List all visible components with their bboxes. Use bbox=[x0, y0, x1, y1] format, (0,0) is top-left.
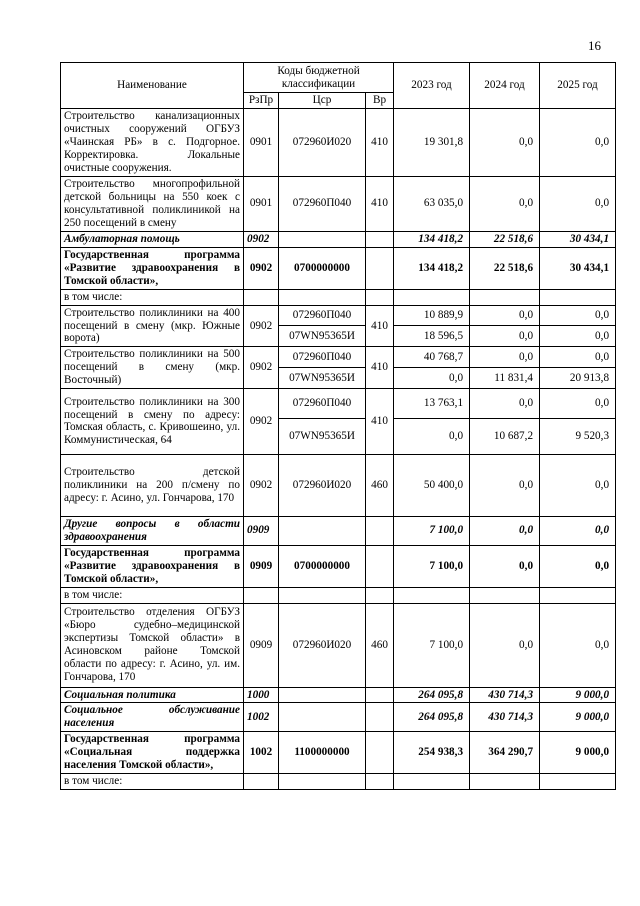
row-2024: 22 518,6 bbox=[470, 231, 540, 247]
row-csr: 07WN95365И bbox=[279, 368, 366, 389]
row-2023: 264 095,8 bbox=[394, 687, 470, 703]
table-row bbox=[61, 247, 616, 289]
row-2023: 264 095,8 bbox=[394, 703, 470, 732]
row-name: Строительство канализационных очистных сооружений ОГБУЗ «Чаинская РБ» в с. Подгорное. Корректировка. Локальные очистные сооружения. bbox=[61, 108, 244, 176]
row-2023: 63 035,0 bbox=[394, 176, 470, 231]
row-2023: 40 768,7 bbox=[394, 347, 470, 368]
row-2024: 430 714,3 bbox=[470, 687, 540, 703]
table-row bbox=[61, 176, 616, 231]
header-csr: Цср bbox=[279, 93, 366, 109]
table-row bbox=[61, 231, 616, 247]
row-vr bbox=[366, 516, 394, 545]
row-2024: 0,0 bbox=[470, 108, 540, 176]
row-vr bbox=[366, 703, 394, 732]
row-2024: 0,0 bbox=[470, 603, 540, 687]
row-2025: 0,0 bbox=[540, 388, 616, 418]
row-2025: 20 913,8 bbox=[540, 368, 616, 389]
row-rzpr: 0902 bbox=[244, 347, 279, 389]
row-2024: 0,0 bbox=[470, 176, 540, 231]
row-vr: 460 bbox=[366, 603, 394, 687]
budget-table bbox=[60, 62, 616, 790]
row-2025: 0,0 bbox=[540, 326, 616, 347]
row-2025: 9 000,0 bbox=[540, 703, 616, 732]
row-2023: 13 763,1 bbox=[394, 388, 470, 418]
row-2024: 0,0 bbox=[470, 326, 540, 347]
row-2023: 254 938,3 bbox=[394, 732, 470, 774]
row-csr: 072960И020 bbox=[279, 454, 366, 516]
table-row bbox=[61, 454, 616, 516]
row-name: Строительство детской поликлиники на 200 п/смену по адресу: г. Асино, ул. Гончарова, 170 bbox=[61, 454, 244, 516]
row-csr: 0700000000 bbox=[279, 247, 366, 289]
row-2023: 50 400,0 bbox=[394, 454, 470, 516]
row-vr: 410 bbox=[366, 108, 394, 176]
header-2023: 2023 год bbox=[394, 63, 470, 109]
row-2025: 9 000,0 bbox=[540, 732, 616, 774]
row-name: Социальная политика bbox=[61, 687, 244, 703]
row-rzpr: 1002 bbox=[244, 703, 279, 732]
row-csr: 07WN95365И bbox=[279, 326, 366, 347]
row-2023: 7 100,0 bbox=[394, 516, 470, 545]
row-name: Государственная программа «Социальная поддержка населения Томской области», bbox=[61, 732, 244, 774]
row-name: в том числе: bbox=[61, 587, 244, 603]
row-2025: 30 434,1 bbox=[540, 247, 616, 289]
row-name: Строительство многопрофильной детской больницы на 550 коек с консультативной поликлиникой на 250 посещений в смену bbox=[61, 176, 244, 231]
row-2023: 7 100,0 bbox=[394, 545, 470, 587]
row-name: Строительство поликлиники на 500 посещений в смену (мкр. Восточный) bbox=[61, 347, 244, 389]
row-rzpr: 0902 bbox=[244, 454, 279, 516]
row-2023: 7 100,0 bbox=[394, 603, 470, 687]
row-csr: 072960П040 bbox=[279, 347, 366, 368]
row-name: в том числе: bbox=[61, 774, 244, 790]
header-vr: Вр bbox=[366, 93, 394, 109]
table-row bbox=[61, 587, 616, 603]
row-name: Государственная программа «Развитие здравоохранения в Томской области», bbox=[61, 545, 244, 587]
row-csr bbox=[279, 516, 366, 545]
row-2024: 22 518,6 bbox=[470, 247, 540, 289]
row-2025: 0,0 bbox=[540, 603, 616, 687]
table-row bbox=[61, 388, 616, 418]
table-row bbox=[61, 516, 616, 545]
row-2025: 0,0 bbox=[540, 305, 616, 326]
table-row bbox=[61, 703, 616, 732]
row-2023: 19 301,8 bbox=[394, 108, 470, 176]
table-row bbox=[61, 603, 616, 687]
row-name: Амбулаторная помощь bbox=[61, 231, 244, 247]
row-csr: 07WN95365И bbox=[279, 418, 366, 454]
table-row bbox=[61, 347, 616, 368]
row-rzpr: 0901 bbox=[244, 108, 279, 176]
row-csr bbox=[279, 231, 366, 247]
row-2024: 0,0 bbox=[470, 516, 540, 545]
row-2023: 18 596,5 bbox=[394, 326, 470, 347]
table-row bbox=[61, 774, 616, 790]
row-rzpr: 0909 bbox=[244, 603, 279, 687]
row-2023: 0,0 bbox=[394, 418, 470, 454]
row-2024: 0,0 bbox=[470, 388, 540, 418]
row-2025: 30 434,1 bbox=[540, 231, 616, 247]
row-vr bbox=[366, 687, 394, 703]
row-2025: 0,0 bbox=[540, 176, 616, 231]
row-rzpr: 1000 bbox=[244, 687, 279, 703]
row-vr bbox=[366, 545, 394, 587]
row-2023: 0,0 bbox=[394, 368, 470, 389]
row-rzpr: 0902 bbox=[244, 305, 279, 347]
row-name: Другие вопросы в области здравоохранения bbox=[61, 516, 244, 545]
row-2023: 134 418,2 bbox=[394, 231, 470, 247]
table-row bbox=[61, 289, 616, 305]
row-2024: 430 714,3 bbox=[470, 703, 540, 732]
row-rzpr: 0902 bbox=[244, 231, 279, 247]
row-2024: 0,0 bbox=[470, 305, 540, 326]
row-csr: 072960И020 bbox=[279, 108, 366, 176]
row-name: в том числе: bbox=[61, 289, 244, 305]
table-row bbox=[61, 305, 616, 326]
table-row bbox=[61, 732, 616, 774]
row-rzpr: 0909 bbox=[244, 516, 279, 545]
row-csr: 072960П040 bbox=[279, 176, 366, 231]
row-vr: 460 bbox=[366, 454, 394, 516]
row-vr bbox=[366, 732, 394, 774]
row-2025: 9 520,3 bbox=[540, 418, 616, 454]
header-codes: Коды бюджетной классификации bbox=[244, 63, 394, 93]
header-2024: 2024 год bbox=[470, 63, 540, 109]
row-2024: 0,0 bbox=[470, 545, 540, 587]
row-rzpr: 0902 bbox=[244, 247, 279, 289]
row-2024: 364 290,7 bbox=[470, 732, 540, 774]
row-vr bbox=[366, 247, 394, 289]
row-csr: 072960И020 bbox=[279, 603, 366, 687]
row-name: Государственная программа «Развитие здравоохранения в Томской области», bbox=[61, 247, 244, 289]
table-row bbox=[61, 545, 616, 587]
row-2024: 11 831,4 bbox=[470, 368, 540, 389]
row-2025: 0,0 bbox=[540, 545, 616, 587]
row-rzpr: 1002 bbox=[244, 732, 279, 774]
row-vr: 410 bbox=[366, 305, 394, 347]
row-2023: 134 418,2 bbox=[394, 247, 470, 289]
row-2025: 0,0 bbox=[540, 516, 616, 545]
row-name: Строительство отделения ОГБУЗ «Бюро судебно–медицинской экспертизы Томской области» в Асиновском районе Томской области по адресу: г. Асино, ул. им. Гончарова, 170 bbox=[61, 603, 244, 687]
row-name: Строительство поликлиники на 300 посещений в смену по адресу: Томская область, с. Кривошеино, ул. Коммунистическая, 64 bbox=[61, 388, 244, 454]
row-name: Социальное обслуживание населения bbox=[61, 703, 244, 732]
row-csr: 072960П040 bbox=[279, 305, 366, 326]
row-2025: 0,0 bbox=[540, 347, 616, 368]
row-2024: 0,0 bbox=[470, 454, 540, 516]
row-2024: 0,0 bbox=[470, 347, 540, 368]
row-vr bbox=[366, 231, 394, 247]
row-vr: 410 bbox=[366, 388, 394, 454]
row-2025: 0,0 bbox=[540, 454, 616, 516]
row-rzpr: 0909 bbox=[244, 545, 279, 587]
row-2024: 10 687,2 bbox=[470, 418, 540, 454]
row-csr: 1100000000 bbox=[279, 732, 366, 774]
row-csr bbox=[279, 703, 366, 732]
row-2025: 0,0 bbox=[540, 108, 616, 176]
row-2025: 9 000,0 bbox=[540, 687, 616, 703]
row-rzpr: 0901 bbox=[244, 176, 279, 231]
row-2023: 10 889,9 bbox=[394, 305, 470, 326]
row-csr: 072960П040 bbox=[279, 388, 366, 418]
page-number: 16 bbox=[588, 38, 601, 53]
header-rzpr: РзПр bbox=[244, 93, 279, 109]
table-row bbox=[61, 687, 616, 703]
table-row bbox=[61, 108, 616, 176]
row-vr: 410 bbox=[366, 347, 394, 389]
row-name: Строительство поликлиники на 400 посещений в смену (мкр. Южные ворота) bbox=[61, 305, 244, 347]
row-csr: 0700000000 bbox=[279, 545, 366, 587]
row-rzpr: 0902 bbox=[244, 388, 279, 454]
header-2025: 2025 год bbox=[540, 63, 616, 109]
row-vr: 410 bbox=[366, 176, 394, 231]
header-name: Наименование bbox=[61, 63, 244, 109]
row-csr bbox=[279, 687, 366, 703]
